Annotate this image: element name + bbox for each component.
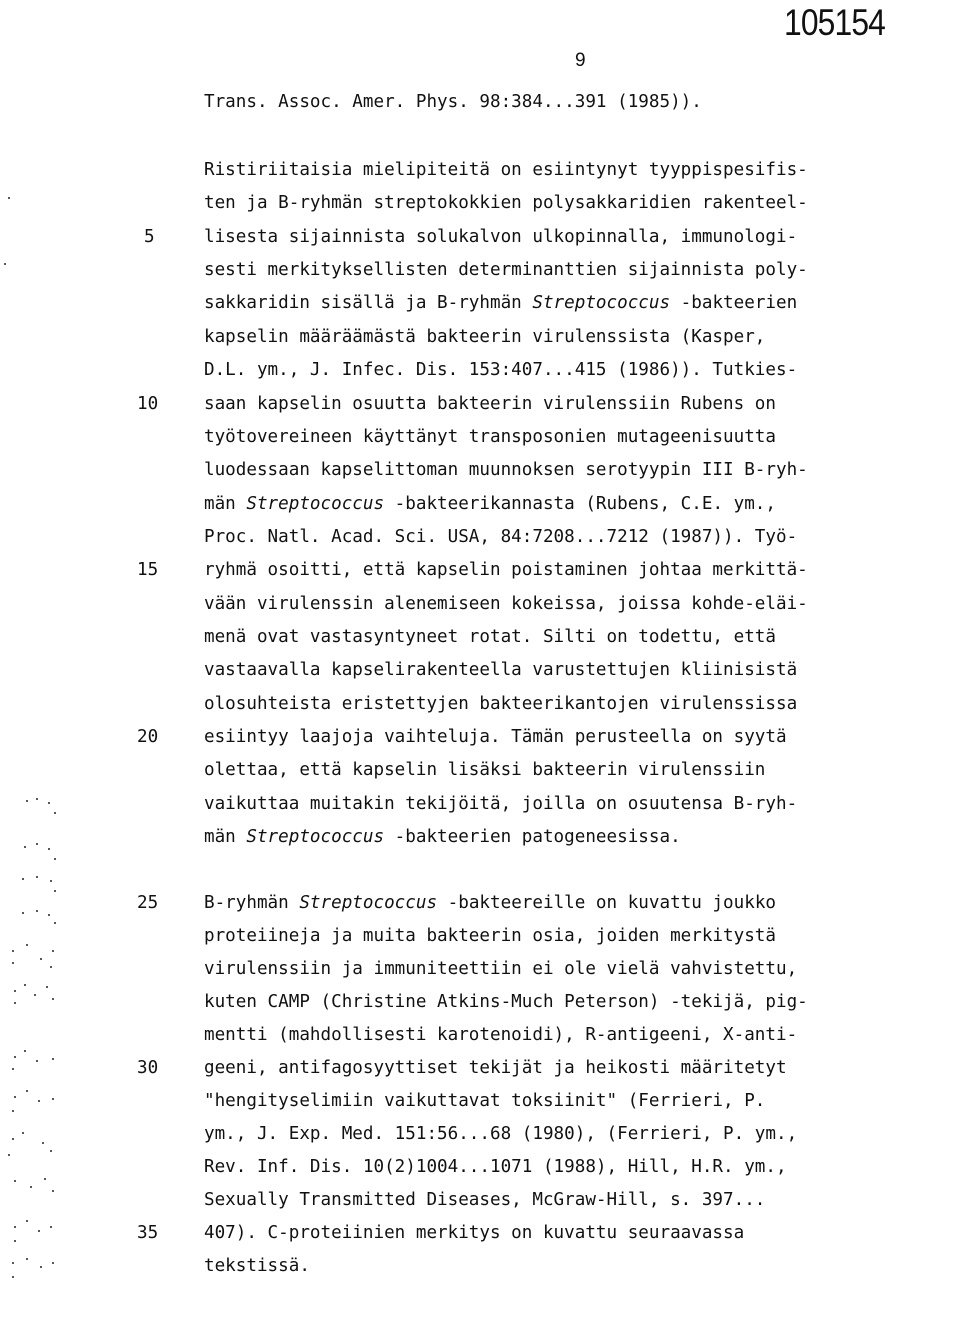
paragraph-line: tekstissä. [204,1256,310,1276]
paragraph-line: vaikuttaa muitakin tekijöitä, joilla on osuutensa B-ryh- [204,794,798,814]
paragraph-line: Ristiriitaisia mielipiteitä on esiintynyt tyyppispesifis- [204,160,808,180]
paragraph-line: mentti (mahdollisesti karotenoidi), R-antigeeni, X-anti- [204,1025,798,1045]
page-number: 9 [575,50,586,71]
line-number: 15 [137,560,159,580]
paragraph-line: B-ryhmän Streptococcus -bakteereille on kuvattu joukko [204,893,777,913]
paragraph-line: työtovereineen käyttänyt transposonien mutageenisuutta [204,427,776,447]
paragraph-line: olosuhteista eristettyjen bakteerikantojen virulenssissa [204,694,798,714]
paragraph-line: menä ovat vastasyntyneet rotat. Silti on todettu, että [204,627,776,647]
species-name: Streptococcus [299,893,438,913]
paragraph-line: proteiineja ja muita bakteerin osia, joiden merkitystä [204,926,776,946]
paragraph-line: män Streptococcus -bakteerien patogeneesissa. [204,827,681,847]
paragraph-line: vastaavalla kapselirakenteella varustettujen kliinisistä [204,660,798,680]
line-number: 30 [137,1058,159,1078]
paragraph-line: sakkaridin sisällä ja B-ryhmän Streptococcus -bakteerien [204,293,798,313]
species-name: Streptococcus [532,293,671,313]
paragraph-line: luodessaan kapselittoman muunnoksen serotyypin III B-ryh- [204,460,808,480]
paragraph-line: virulenssiin ja immuniteettiin ei ole vielä vahvistettu, [204,959,798,979]
paragraph-line: Sexually Transmitted Diseases, McGraw-Hill, s. 397... [204,1190,766,1210]
paragraph-line: lisesta sijainnista solukalvon ulkopinnalla, immunologi- [204,227,798,247]
paragraph-line: sesti merkityksellisten determinanttien sijainnista poly- [204,260,808,280]
reference-continuation: Trans. Assoc. Amer. Phys. 98:384...391 (1985)). [204,92,702,112]
paragraph-line: D.L. ym., J. Infec. Dis. 153:407...415 (1986)). Tutkies- [204,360,798,380]
species-name: Streptococcus [246,827,385,847]
paragraph-line: olettaa, että kapselin lisäksi bakteerin virulenssiin [204,760,766,780]
document-number: 105154 [784,2,886,43]
line-number: 25 [137,893,159,913]
line-number: 20 [137,727,159,747]
paragraph-line: 407). C-proteiinien merkitys on kuvattu seuraavassa [204,1223,745,1243]
paragraph-line: geeni, antifagosyyttiset tekijät ja heikosti määritetyt [204,1058,787,1078]
paragraph-line: ryhmä osoitti, että kapselin poistaminen johtaa merkittä- [204,560,808,580]
paragraph-line: saan kapselin osuutta bakteerin virulenssiin Rubens on [204,394,776,414]
paragraph-line: Rev. Inf. Dis. 10(2)1004...1071 (1988), Hill, H.R. ym., [204,1157,787,1177]
line-number: 5 [144,227,155,247]
paragraph-line: vään virulenssin alenemiseen kokeissa, joissa kohde-eläi- [204,594,808,614]
line-number: 35 [137,1223,159,1243]
paragraph-line: esiintyy laajoja vaihteluja. Tämän perusteella on syytä [204,727,787,747]
paragraph-line: män Streptococcus -bakteerikannasta (Rubens, C.E. ym., [204,494,776,514]
species-name: Streptococcus [246,494,385,514]
paragraph-line: "hengityselimiin vaikuttavat toksiinit" (Ferrieri, P. [204,1091,766,1111]
line-number: 10 [137,394,159,414]
paragraph-line: kuten CAMP (Christine Atkins-Much Peterson) -tekijä, pig- [204,992,808,1012]
paragraph-line: ten ja B-ryhmän streptokokkien polysakkaridien rakenteel- [204,193,808,213]
paragraph-line: ym., J. Exp. Med. 151:56...68 (1980), (Ferrieri, P. ym., [204,1124,798,1144]
paragraph-line: Proc. Natl. Acad. Sci. USA, 84:7208...7212 (1987)). Työ- [204,527,798,547]
scan-noise [0,0,80,1340]
paragraph-line: kapselin määräämästä bakteerin virulenssista (Kasper, [204,327,766,347]
